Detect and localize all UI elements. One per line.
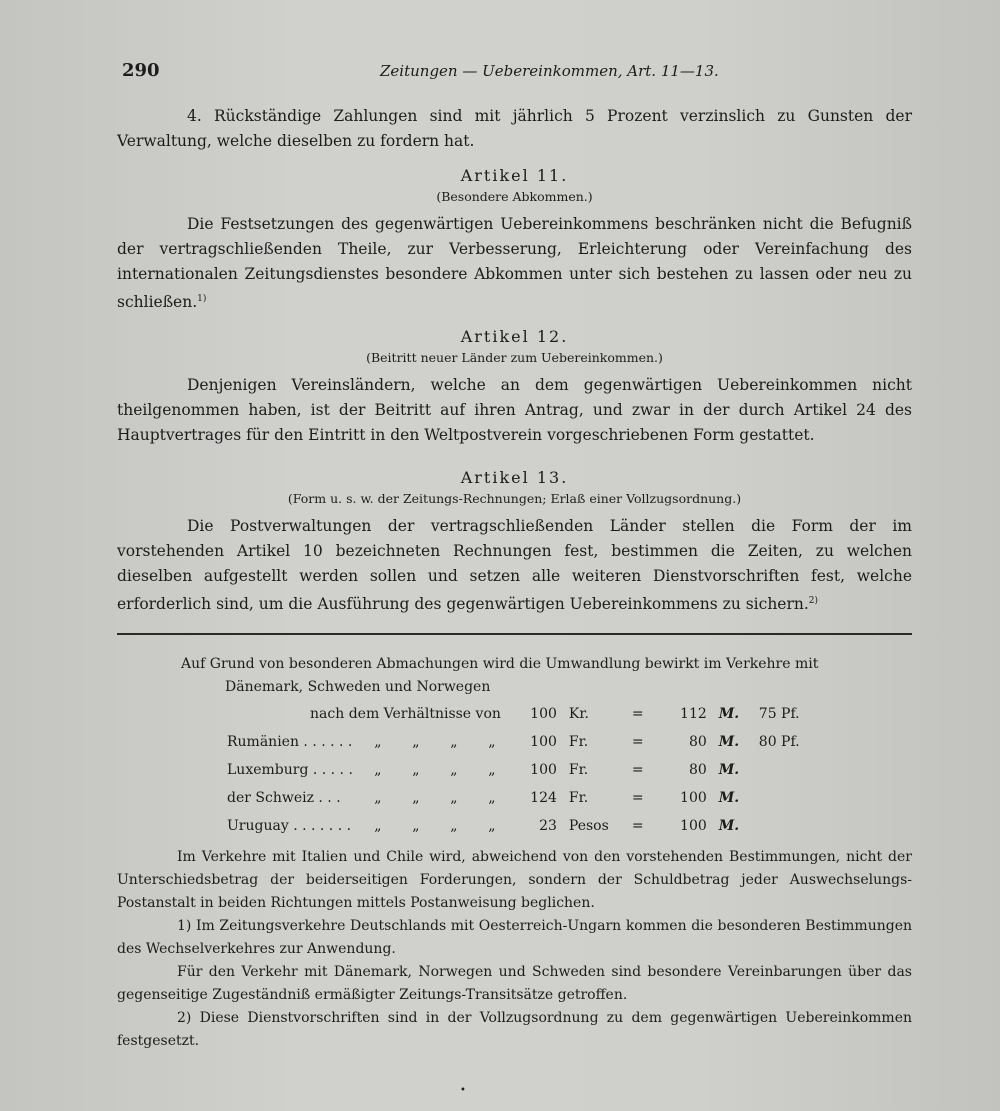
ditto-mark: „ xyxy=(488,734,496,751)
ditto-mark: „ xyxy=(450,818,458,835)
footnote-ref: 1) xyxy=(197,294,207,304)
mark-symbol-cell: M. xyxy=(718,706,740,723)
currency-cell: Fr. xyxy=(568,734,589,751)
printer-mark: • xyxy=(460,1085,466,1096)
mark-symbol-cell: M. xyxy=(718,818,740,835)
country-cell: Luxemburg . . . . . xyxy=(227,762,353,779)
article-text xyxy=(117,212,912,315)
amount-cell: 100 xyxy=(530,762,557,779)
equals-cell: = xyxy=(631,706,644,723)
pfennig-cell: 80 Pf. xyxy=(758,734,800,751)
footnote-2: 2) Diese Dienstvorschriften sind in der Vollzugsordnung zu dem gegenwärtigen Uebereinkommen festgesetzt. xyxy=(117,1010,912,1050)
ditto-mark: „ xyxy=(488,762,496,779)
article-title: Artikel 11. xyxy=(460,166,569,185)
footnote-ref: 2) xyxy=(808,596,819,607)
equals-cell: = xyxy=(631,790,644,807)
amount-cell: 100 xyxy=(530,706,557,723)
article-title: Artikel 13. xyxy=(460,468,569,488)
conversion-table xyxy=(221,700,806,840)
footnote-1-continued: Für den Verkehr mit Dänemark, Norwegen und Schweden sind besondere Vereinbarungen über das gegenseitige Zugeständniß ermäßigter Zeitungs-Transitsätze getroffen. xyxy=(117,964,912,1004)
article-11 xyxy=(117,164,912,315)
ditto-mark: „ xyxy=(488,818,496,835)
equals-cell: = xyxy=(631,762,644,779)
ditto-mark: „ xyxy=(412,734,420,751)
amount-cell: 23 xyxy=(539,818,557,835)
article-text-body: Denjenigen Vereinsländern, welche an dem gegenwärtigen Uebereinkommen nicht theilgenommen haben, ist der Beitritt auf ihren Antrag, und zwar in der durch Artikel 24 des Hauptvertrages für den Eintritt in den Weltpostverein vorgeschriebenen Form gestattet. xyxy=(117,376,912,445)
pfennig-cell xyxy=(753,756,806,784)
conversion-intro: Auf Grund von besonderen Abmachungen wird die Umwandlung bewirkt im Verkehre mit xyxy=(181,656,819,673)
country-cell: der Schweiz . . . xyxy=(227,790,341,807)
table-row xyxy=(221,784,806,812)
footnote-1: 1) Im Zeitungsverkehre Deutschlands mit Oesterreich-Ungarn kommen die besonderen Bestimmungen des Wechselverkehres zur Anwendung. xyxy=(117,918,912,958)
mark-symbol-cell: M. xyxy=(718,790,740,807)
pfennig-cell: 75 Pf. xyxy=(758,706,800,723)
running-head: Zeitungen — Uebereinkommen, Art. 11—13. xyxy=(380,62,719,80)
currency-cell: Pesos xyxy=(568,818,609,835)
article-subtitle: (Form u. s. w. der Zeitungs-Rechnungen; Erlaß einer Vollzugsordnung.) xyxy=(287,491,742,507)
ditto-mark: „ xyxy=(374,818,382,835)
article-text-body: Die Postverwaltungen der vertragschließenden Länder stellen die Form der im vorstehenden Artikel 10 bezeichneten Rechnungen fest, bestimmen die Zeiten, zu welchen dieselben aufgestellt werden sollen und setzen alle weiteren Dienstvorschriften fest, welche erforderlich sind, um die Ausführung des gegenwärtigen Uebereinkommens zu sichern. xyxy=(117,517,912,614)
ditto-mark: „ xyxy=(450,734,458,751)
mark-amount-cell: 80 xyxy=(688,762,707,779)
ditto-mark: „ xyxy=(488,790,496,807)
country-cell: Uruguay . . . . . . . xyxy=(227,818,352,835)
ditto-mark: „ xyxy=(374,734,382,751)
article-text-body: Die Festsetzungen des gegenwärtigen Uebereinkommens beschränken nicht die Befugniß der vertragschließenden Theile, zur Verbesserung, Erleichterung oder Vereinfachung des internationalen Zeitungsdienstes besondere Abkommen unter sich bestehen zu lassen oder neu zu schließen. xyxy=(117,215,912,312)
pfennig-cell xyxy=(753,812,806,840)
table-row xyxy=(221,756,806,784)
ditto-mark: „ xyxy=(412,818,420,835)
table-row xyxy=(221,728,806,756)
mark-symbol-cell: M. xyxy=(718,762,740,779)
equals-cell: = xyxy=(631,734,644,751)
mark-symbol-cell: M. xyxy=(718,734,740,751)
table-row xyxy=(221,700,806,728)
ditto-mark: „ xyxy=(450,762,458,779)
conversion-first-label: Dänemark, Schweden und Norwegen xyxy=(225,679,491,696)
table-row xyxy=(221,812,806,840)
mark-amount-cell: 100 xyxy=(680,818,707,835)
article-text xyxy=(117,373,912,448)
ditto-mark: „ xyxy=(412,790,420,807)
italy-chile-note: Im Verkehre mit Italien und Chile wird, abweichend von den vorstehenden Bestimmungen, nicht der Unterschiedsbetrag der beiderseitigen Forderungen, sondern der Schuldbetrag jeder Auswechselungs-Postanstalt in beiden Richtungen mittels Postanweisung beglichen. xyxy=(117,849,912,912)
page-body xyxy=(117,104,912,1053)
ditto-mark: „ xyxy=(374,790,382,807)
footnotes xyxy=(117,653,912,1053)
article-text xyxy=(117,514,912,617)
equals-cell: = xyxy=(631,818,644,835)
article-subtitle: (Besondere Abkommen.) xyxy=(436,189,593,204)
country-cell: Rumänien . . . . . . xyxy=(227,734,353,751)
ditto-mark: „ xyxy=(374,762,382,779)
currency-cell: Fr. xyxy=(568,762,589,779)
ratio-text: nach dem Verhältnisse von xyxy=(310,706,501,723)
mark-amount-cell: 80 xyxy=(688,734,707,751)
mark-amount-cell: 112 xyxy=(680,706,707,723)
article-12 xyxy=(117,325,912,448)
footnote-divider xyxy=(117,633,912,635)
pfennig-cell xyxy=(753,784,806,812)
page-header xyxy=(122,60,910,84)
article-title: Artikel 12. xyxy=(460,327,569,347)
mark-amount-cell: 100 xyxy=(680,790,707,807)
article-subtitle: (Beitritt neuer Länder zum Uebereinkommen.) xyxy=(366,350,663,366)
ditto-mark: „ xyxy=(412,762,420,779)
ditto-mark: „ xyxy=(450,790,458,807)
currency-cell: Fr. xyxy=(568,790,589,807)
intro-paragraph: 4. Rückständige Zahlungen sind mit jährlich 5 Prozent verzinslich zu Gunsten der Verwaltung, welche dieselben zu fordern hat. xyxy=(117,107,912,150)
amount-cell: 100 xyxy=(530,734,557,751)
currency-cell: Kr. xyxy=(568,706,589,723)
page-number: 290 xyxy=(122,60,160,81)
amount-cell: 124 xyxy=(530,790,557,807)
article-13 xyxy=(117,466,912,617)
